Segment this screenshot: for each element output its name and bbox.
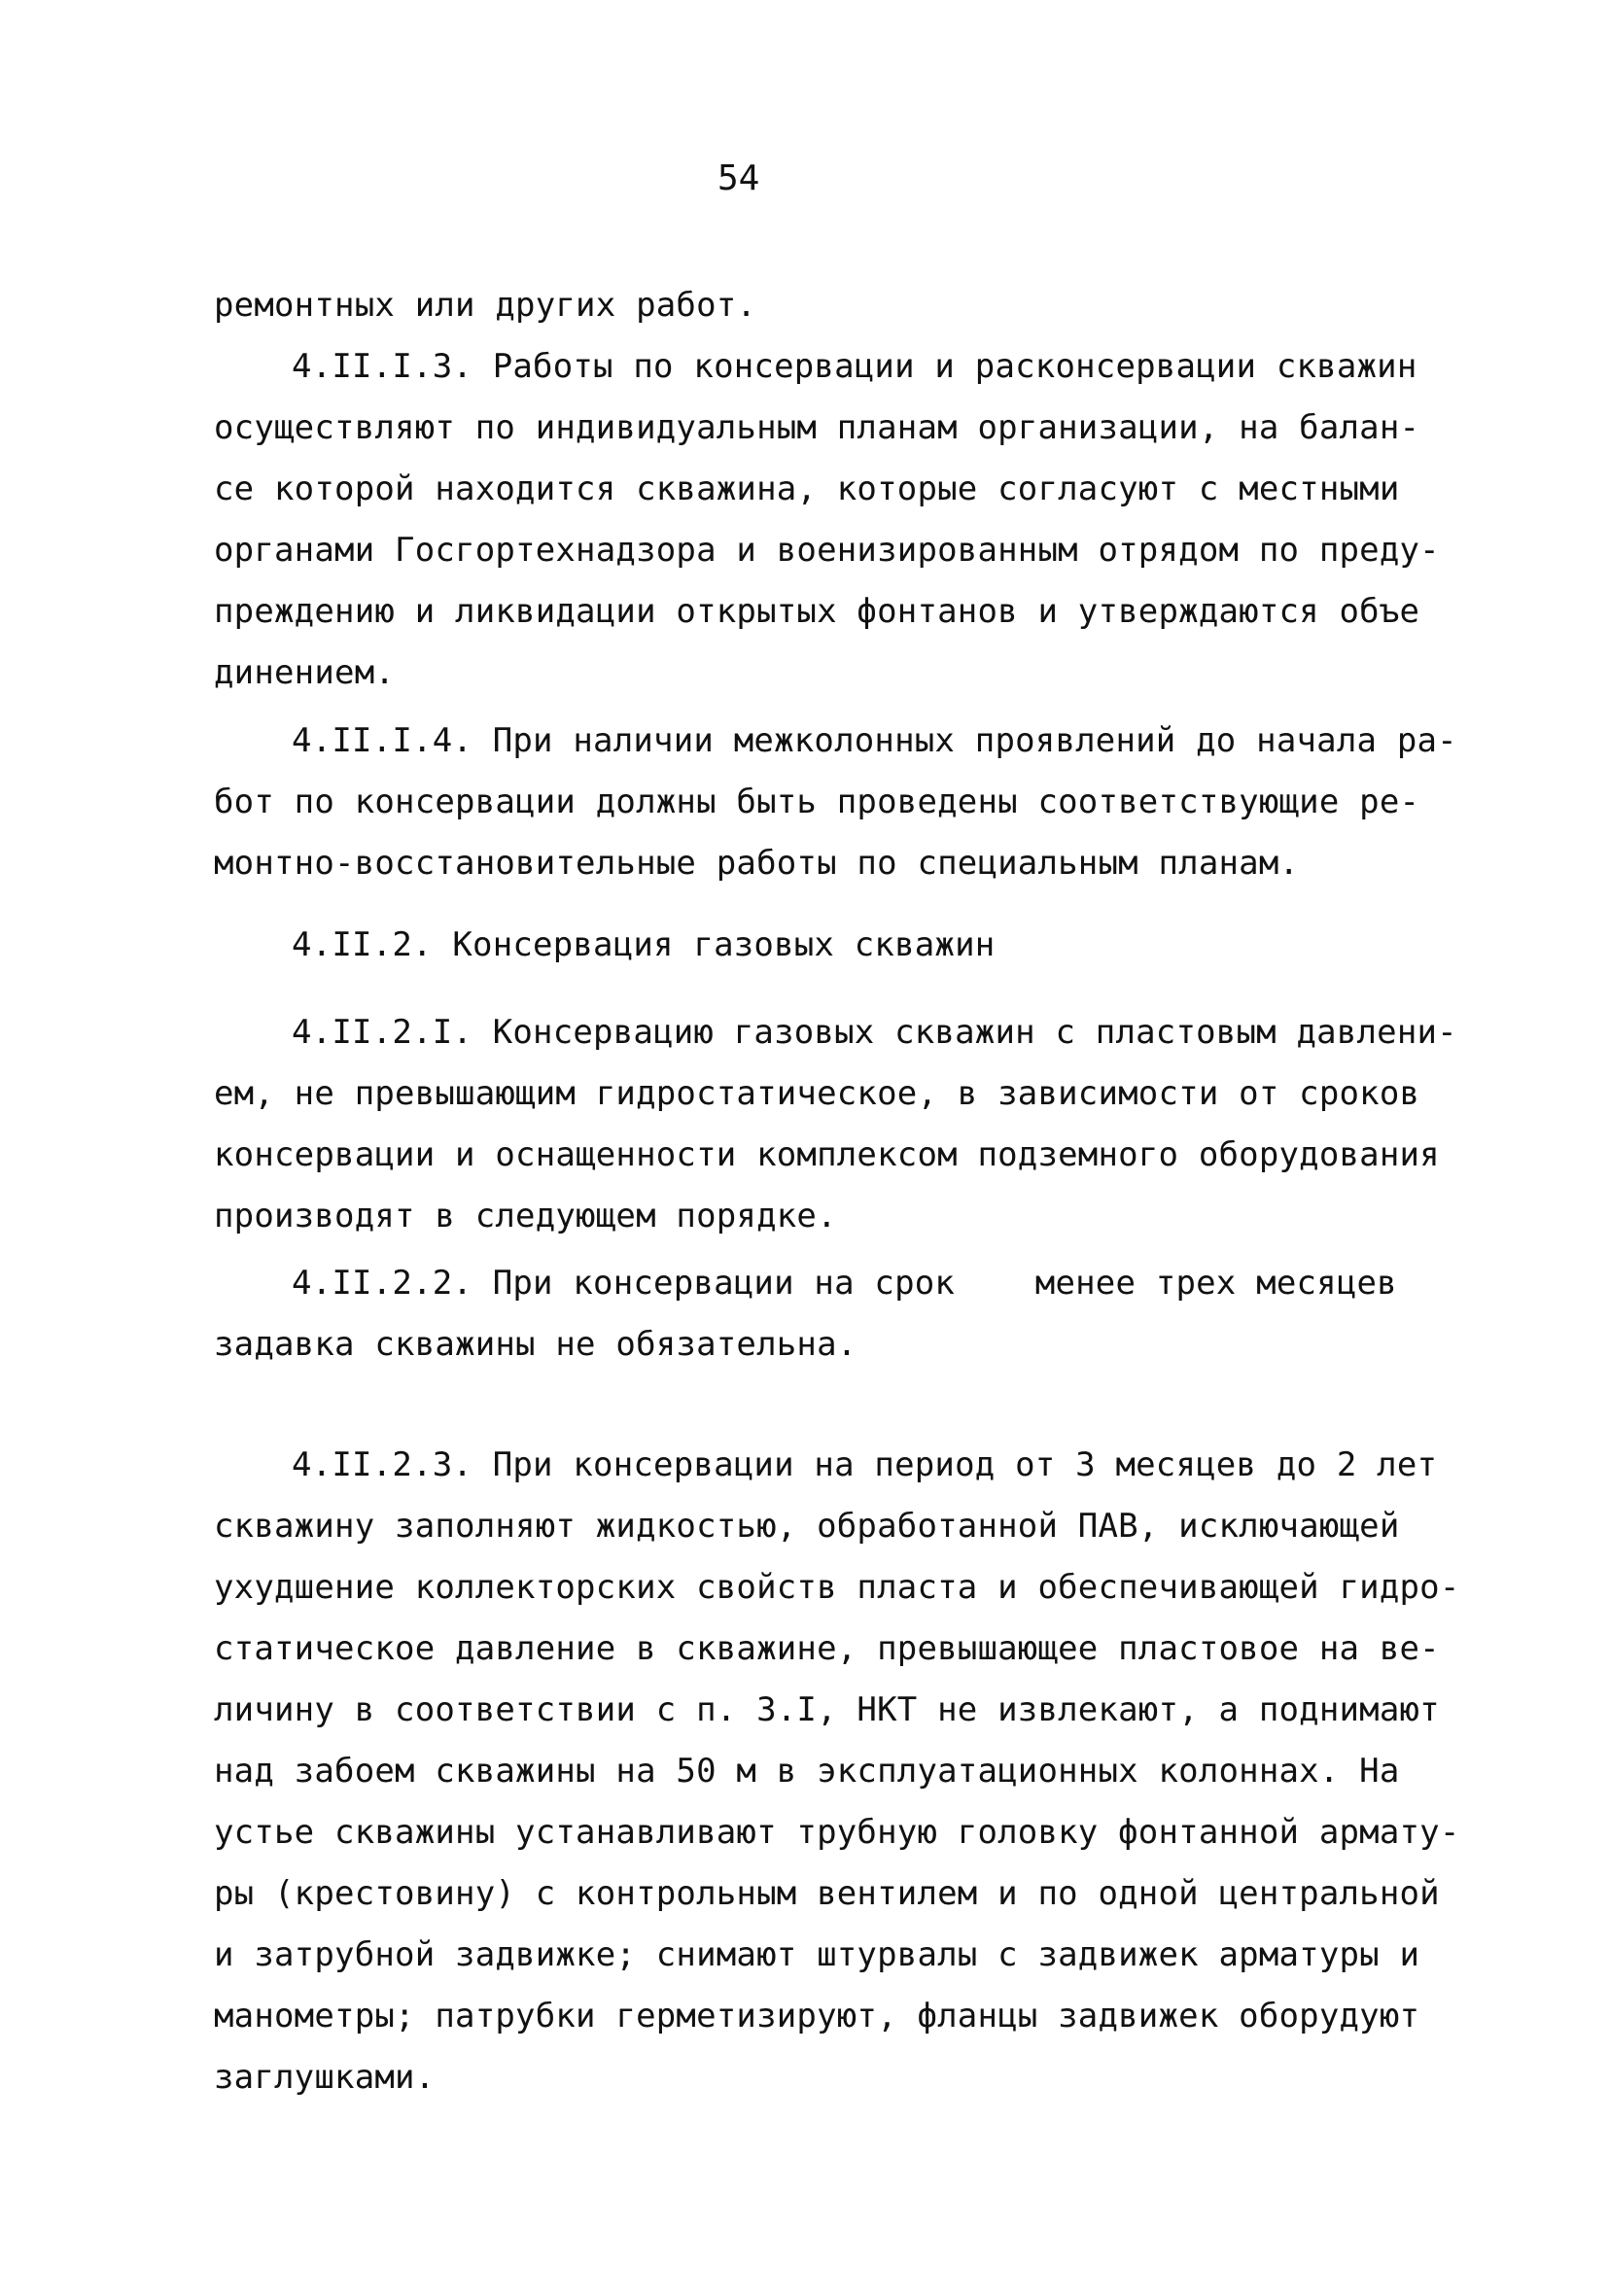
- text-line: манометры; патрубки герметизируют, фланцы задвижек оборудуют: [214, 1997, 1420, 2035]
- text-line: задавка скважины не обязательна.: [214, 1325, 857, 1364]
- text-line: монтно-восстановительные работы по специальным планам.: [214, 844, 1300, 883]
- text-line: ремонтных или других работ.: [214, 286, 757, 325]
- text-line: производят в следующем порядке.: [214, 1197, 837, 1235]
- text-line: преждению и ликвидации открытых фонтанов и утверждаются объе: [214, 592, 1420, 631]
- text-line: и затрубной задвижке; снимают штурвалы с задвижек арматуры и: [214, 1935, 1420, 1974]
- page-number: 54: [717, 158, 760, 198]
- text-line: осуществляют по индивидуальным планам организации, на балан-: [214, 408, 1420, 447]
- paragraph-heading-4-11-2-3: 4.II.2.3. При консервации на период от 3 месяцев до 2 лет: [292, 1445, 1438, 1484]
- text-line: личину в соответствии с п. 3.I, НКТ не извлекают, а поднимают: [214, 1690, 1440, 1729]
- paragraph-heading-4-11-2-1: 4.II.2.I. Консервацию газовых скважин с пластовым давлени-: [292, 1013, 1457, 1052]
- text-line: органами Госгортехнадзора и военизированным отрядом по преду-: [214, 531, 1440, 570]
- text-line: се которой находится скважина, которые согласуют с местными: [214, 470, 1400, 508]
- text-line: бот по консервации должны быть проведены соответствующие ре-: [214, 783, 1420, 821]
- paragraph-heading-4-11-2-2: 4.II.2.2. При консервации на срок менее трех месяцев: [292, 1264, 1397, 1303]
- section-heading-4-11-2: 4.II.2. Консервация газовых скважин: [292, 925, 996, 964]
- paragraph-heading-4-11-1-4: 4.II.I.4. При наличии межколонных проявлений до начала ра-: [292, 721, 1457, 760]
- text-line: ем, не превышающим гидростатическое, в зависимости от сроков: [214, 1074, 1420, 1113]
- paragraph-heading-4-11-1-3: 4.II.I.3. Работы по консервации и расконсервации скважин: [292, 347, 1417, 386]
- text-line: над забоем скважины на 50 м в эксплуатационных колоннах. На: [214, 1752, 1400, 1791]
- text-line: статическое давление в скважине, превышающее пластовое на ве-: [214, 1629, 1440, 1668]
- text-line: заглушками.: [214, 2058, 436, 2097]
- text-line: ухудшение коллекторских свойств пласта и обеспечивающей гидро-: [214, 1568, 1460, 1607]
- text-line: динением.: [214, 653, 396, 692]
- text-line: ры (крестовину) с контрольным вентилем и по одной центральной: [214, 1874, 1440, 1913]
- text-line: скважину заполняют жидкостью, обработанной ПАВ, исключающей: [214, 1507, 1400, 1546]
- text-line: устье скважины устанавливают трубную головку фонтанной армату-: [214, 1813, 1460, 1852]
- text-line: консервации и оснащенности комплексом подземного оборудования: [214, 1135, 1440, 1174]
